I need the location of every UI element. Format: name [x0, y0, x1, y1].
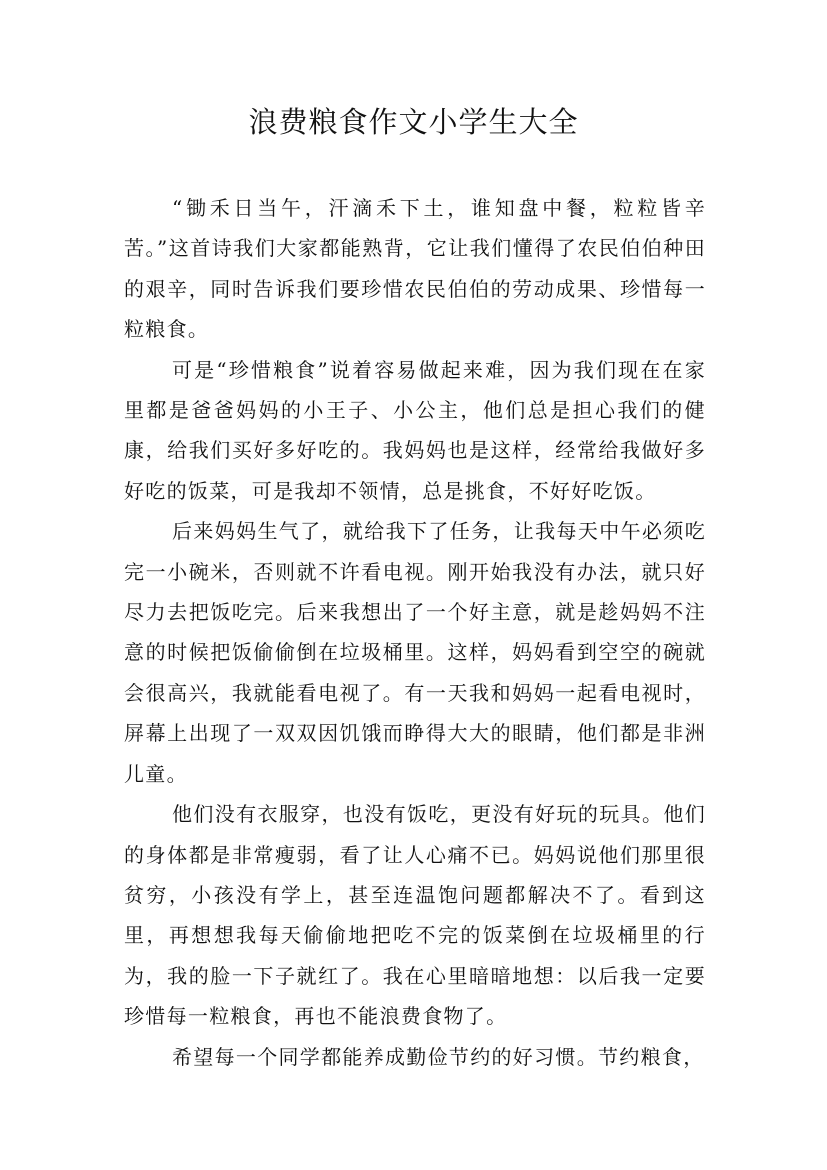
essay-body: [124, 188, 706, 1077]
document-title: 浪费粮食作文小学生大全: [248, 105, 579, 139]
paragraph-1: “锄禾日当午，汗滴禾下土，谁知盘中餐，粒粒皆辛苦。”这首诗我们大家都能熟背，它让我们懂得了农民伯伯种田的艰辛，同时告诉我们要珍惜农民伯伯的劳动成果、珍惜每一粒粮食。: [124, 196, 706, 342]
paragraph-5: 希望每一个同学都能养成勤俭节约的好习惯。节约粮食，: [172, 1044, 705, 1069]
paragraph-3: 后来妈妈生气了，就给我下了任务，让我每天中午必须吃完一小碗米，否则就不许看电视。刚开始我没有办法，就只好尽力去把饭吃完。后来我想出了一个好主意，就是趁妈妈不注意的时候把饭偷偷倒在垃圾桶里。这样，妈妈看到空空的碗就会很高兴，我就能看电视了。有一天我和妈妈一起看电视时，屏幕上出现了一双双因饥饿而睁得大大的眼睛，他们都是非洲儿童。: [124, 519, 706, 786]
paragraph-2: 可是“珍惜粮食”说着容易做起来难，因为我们现在在家里都是爸爸妈妈的小王子、小公主，他们总是担心我们的健康，给我们买好多好吃的。我妈妈也是这样，经常给我做好多好吃的饭菜，可是我却不领情，总是挑食，不好好吃饭。: [124, 357, 706, 503]
paragraph-4: 他们没有衣服穿，也没有饭吃，更没有好玩的玩具。他们的身体都是非常瘦弱，看了让人心痛不已。妈妈说他们那里很贫穷，小孩没有学上，甚至连温饱问题都解决不了。看到这里，再想想我每天偷偷地把吃不完的饭菜倒在垃圾桶里的行为，我的脸一下子就红了。我在心里暗暗地想：以后我一定要珍惜每一粒粮食，再也不能浪费食物了。: [124, 802, 706, 1029]
